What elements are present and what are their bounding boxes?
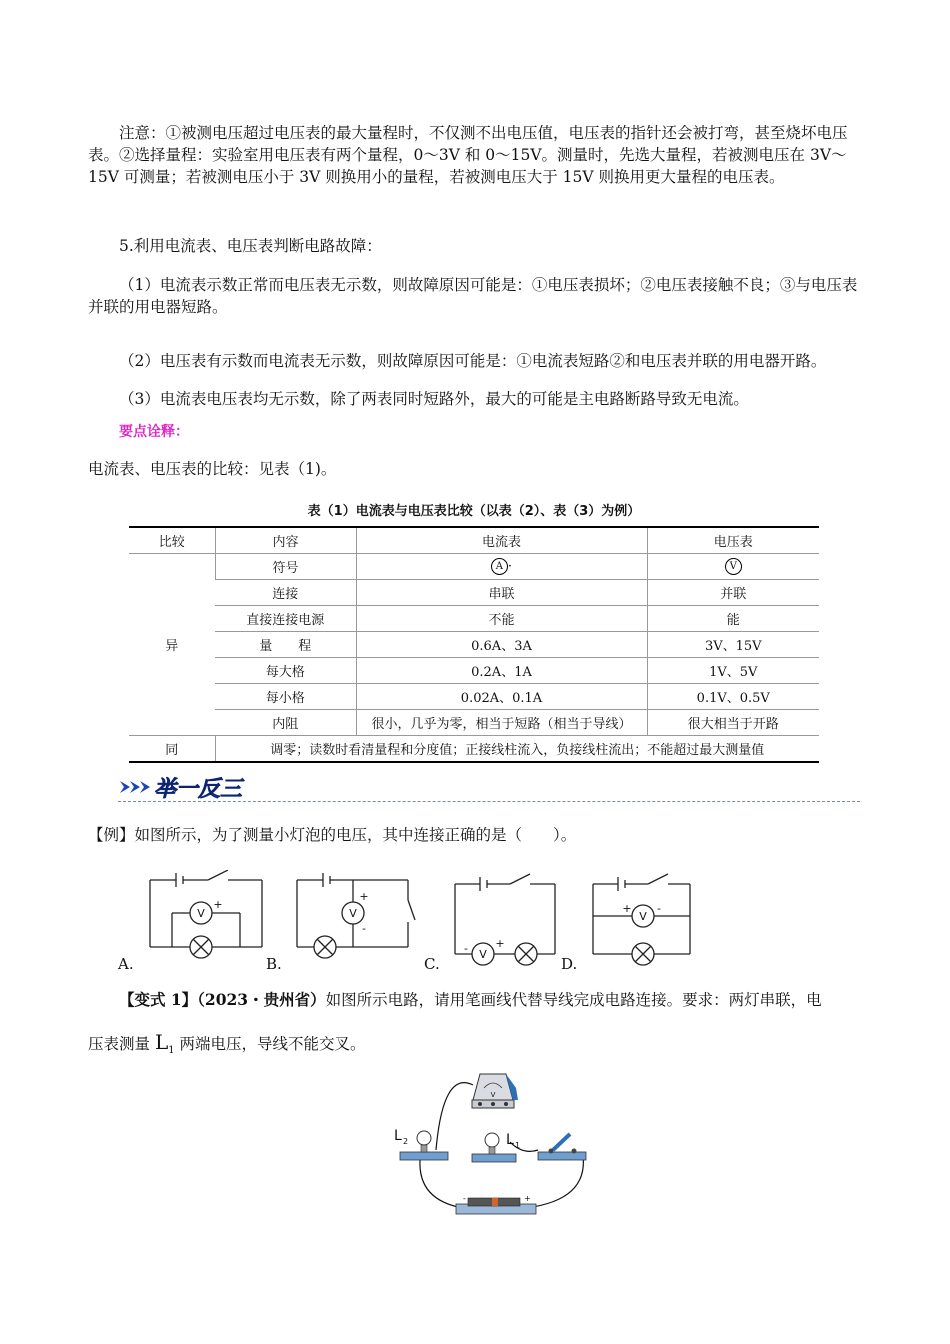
voltmeter-value: 0.1V、0.5V (647, 684, 819, 710)
ammeter-value: 很小，几乎为零，相当于短路（相当于导线） (356, 710, 647, 736)
table-row (129, 710, 819, 736)
circuit-a (150, 870, 262, 958)
wire (526, 1156, 583, 1208)
ammeter-value: 串联 (356, 580, 647, 606)
header-content: 内容 (215, 527, 356, 554)
variant-var-l: L (154, 1030, 169, 1054)
svg-text:+: + (359, 890, 369, 903)
svg-text:-: - (362, 922, 366, 935)
header-voltmeter: 电压表 (647, 527, 819, 554)
variant-text-b-post: 两端电压，导线不能交叉。 (174, 1035, 366, 1053)
ammeter-value: 0.6A、3A (356, 632, 647, 658)
voltmeter-value: 能 (647, 606, 819, 632)
voltmeter-device-icon (472, 1074, 518, 1108)
voltmeter-device-label: V (490, 1091, 496, 1099)
svg-text:-: - (463, 1194, 466, 1203)
ammeter-symbol-icon: A (491, 558, 508, 575)
same-text: 调零；读数时看清量程和分度值；正接线柱流入，负接线柱流出；不能超过最大测量值 (215, 736, 819, 763)
svg-text:+: + (495, 937, 505, 950)
note-paragraph: 注意：①被测电压超过电压表的最大量程时，不仅测不出电压值，电压表的指针还会被打弯，甚至烧坏电压表。②选择量程：实验室用电压表有两个量程，0～3V 和 0～15V。测量时，先选大量程，若被测电压在 3V～15V 可测量；若被测电压小于 3V 则换用小的量程，若被测电压大于 15V 则换用更大量程的电压表。 (88, 124, 848, 186)
option-c: C. (424, 955, 440, 973)
group-same: 同 (129, 736, 215, 763)
variant-line-1 (88, 989, 864, 1011)
option-a: A. (118, 955, 134, 973)
switch-icon (538, 1134, 586, 1160)
option-b: B. (266, 955, 282, 973)
example-circuits (110, 870, 710, 970)
voltmeter-value: 很大相当于开路 (647, 710, 819, 736)
voltmeter-label-b: V (349, 907, 357, 920)
header-ammeter: 电流表 (356, 527, 647, 554)
row-item: 符号 (215, 554, 356, 580)
variant-label: 【变式 1】（2023・贵州省） (119, 990, 326, 1009)
ammeter-value: 0.02A、0.1A (356, 684, 647, 710)
fault-case-3: （3）电流表电压表均无示数，除了两表同时短路外，最大的可能是主电路断路导致无电流。 (119, 390, 749, 408)
voltmeter-value: 并联 (647, 580, 819, 606)
voltmeter-value: 1V、5V (647, 658, 819, 684)
table-row (129, 580, 819, 606)
banner-title: 举一反三 (154, 777, 243, 801)
wire (436, 1083, 473, 1150)
svg-text:+: + (622, 902, 632, 915)
row-item: 每小格 (215, 684, 356, 710)
svg-text:-: - (464, 942, 468, 955)
ammeter-value: 不能 (356, 606, 647, 632)
variant-text-a: 如图所示电路，请用笔画线代替导线完成电路连接。要求：两灯串联，电 (325, 991, 822, 1009)
table-header-row (129, 527, 819, 554)
variant-var-sub: 1 (168, 1045, 175, 1057)
voltmeter-label-d: V (639, 910, 647, 923)
label-l2: L (394, 1128, 402, 1144)
svg-text:+: + (213, 898, 223, 911)
row-item: 连接 (215, 580, 356, 606)
row-item: 每大格 (215, 658, 356, 684)
physical-circuit-diagram (388, 1060, 598, 1220)
table-caption: 表（1）电流表与电压表比较（以表（2）、表（3）为例） (307, 504, 641, 519)
table-row (129, 684, 819, 710)
section-divider (118, 801, 860, 802)
battery-icon (456, 1194, 536, 1214)
circuit-c (455, 874, 555, 965)
banner-arrows-icon (118, 773, 278, 801)
compare-intro: 电流表、电压表的比较：见表（1)。 (88, 460, 337, 478)
voltmeter-symbol-icon: V (725, 558, 742, 575)
voltmeter-value: 3V、15V (647, 632, 819, 658)
svg-text:+: + (524, 1194, 531, 1203)
table-row: 异 符号 A · V (129, 554, 819, 580)
label-l1-sub: 1 (515, 1141, 521, 1150)
header-compare: 比较 (129, 527, 215, 554)
key-points-heading: 要点诠释： (119, 424, 189, 440)
option-d: D. (561, 955, 578, 973)
wire (420, 1160, 463, 1208)
label-l1: L (506, 1132, 514, 1148)
svg-text:-: - (182, 906, 186, 919)
example-question: 【例】如图所示，为了测量小灯泡的电压，其中连接正确的是（ ）。 (88, 826, 577, 844)
table-row (129, 736, 819, 763)
group-difference: 异 (129, 554, 215, 736)
table-row (129, 632, 819, 658)
fault-case-2: （2）电压表有示数而电流表无示数，则故障原因可能是：①电流表短路②和电压表并联的用电器开路。 (119, 352, 827, 370)
ammeter-value: 0.2A、1A (356, 658, 647, 684)
voltmeter-label-c: V (479, 948, 487, 961)
row-item: 直接连接电源 (215, 606, 356, 632)
table-row (129, 658, 819, 684)
label-l2-sub: 2 (403, 1137, 409, 1146)
row-item: 内阻 (215, 710, 356, 736)
row-item: 量 程 (215, 632, 356, 658)
table-row (129, 606, 819, 632)
variant-text-b-pre: 压表测量 (88, 1035, 155, 1053)
fault-case-1: （1）电流表示数正常而电压表无示数，则故障原因可能是：①电压表损坏；②电压表接触不良；③与电压表并联的用电器短路。 (88, 276, 858, 316)
svg-text:-: - (657, 902, 661, 915)
comparison-table (129, 526, 819, 763)
voltmeter-label-a: V (197, 907, 205, 920)
variant-line-2 (88, 1032, 864, 1061)
item5-heading: 5.利用电流表、电压表判断电路故障： (119, 237, 382, 255)
